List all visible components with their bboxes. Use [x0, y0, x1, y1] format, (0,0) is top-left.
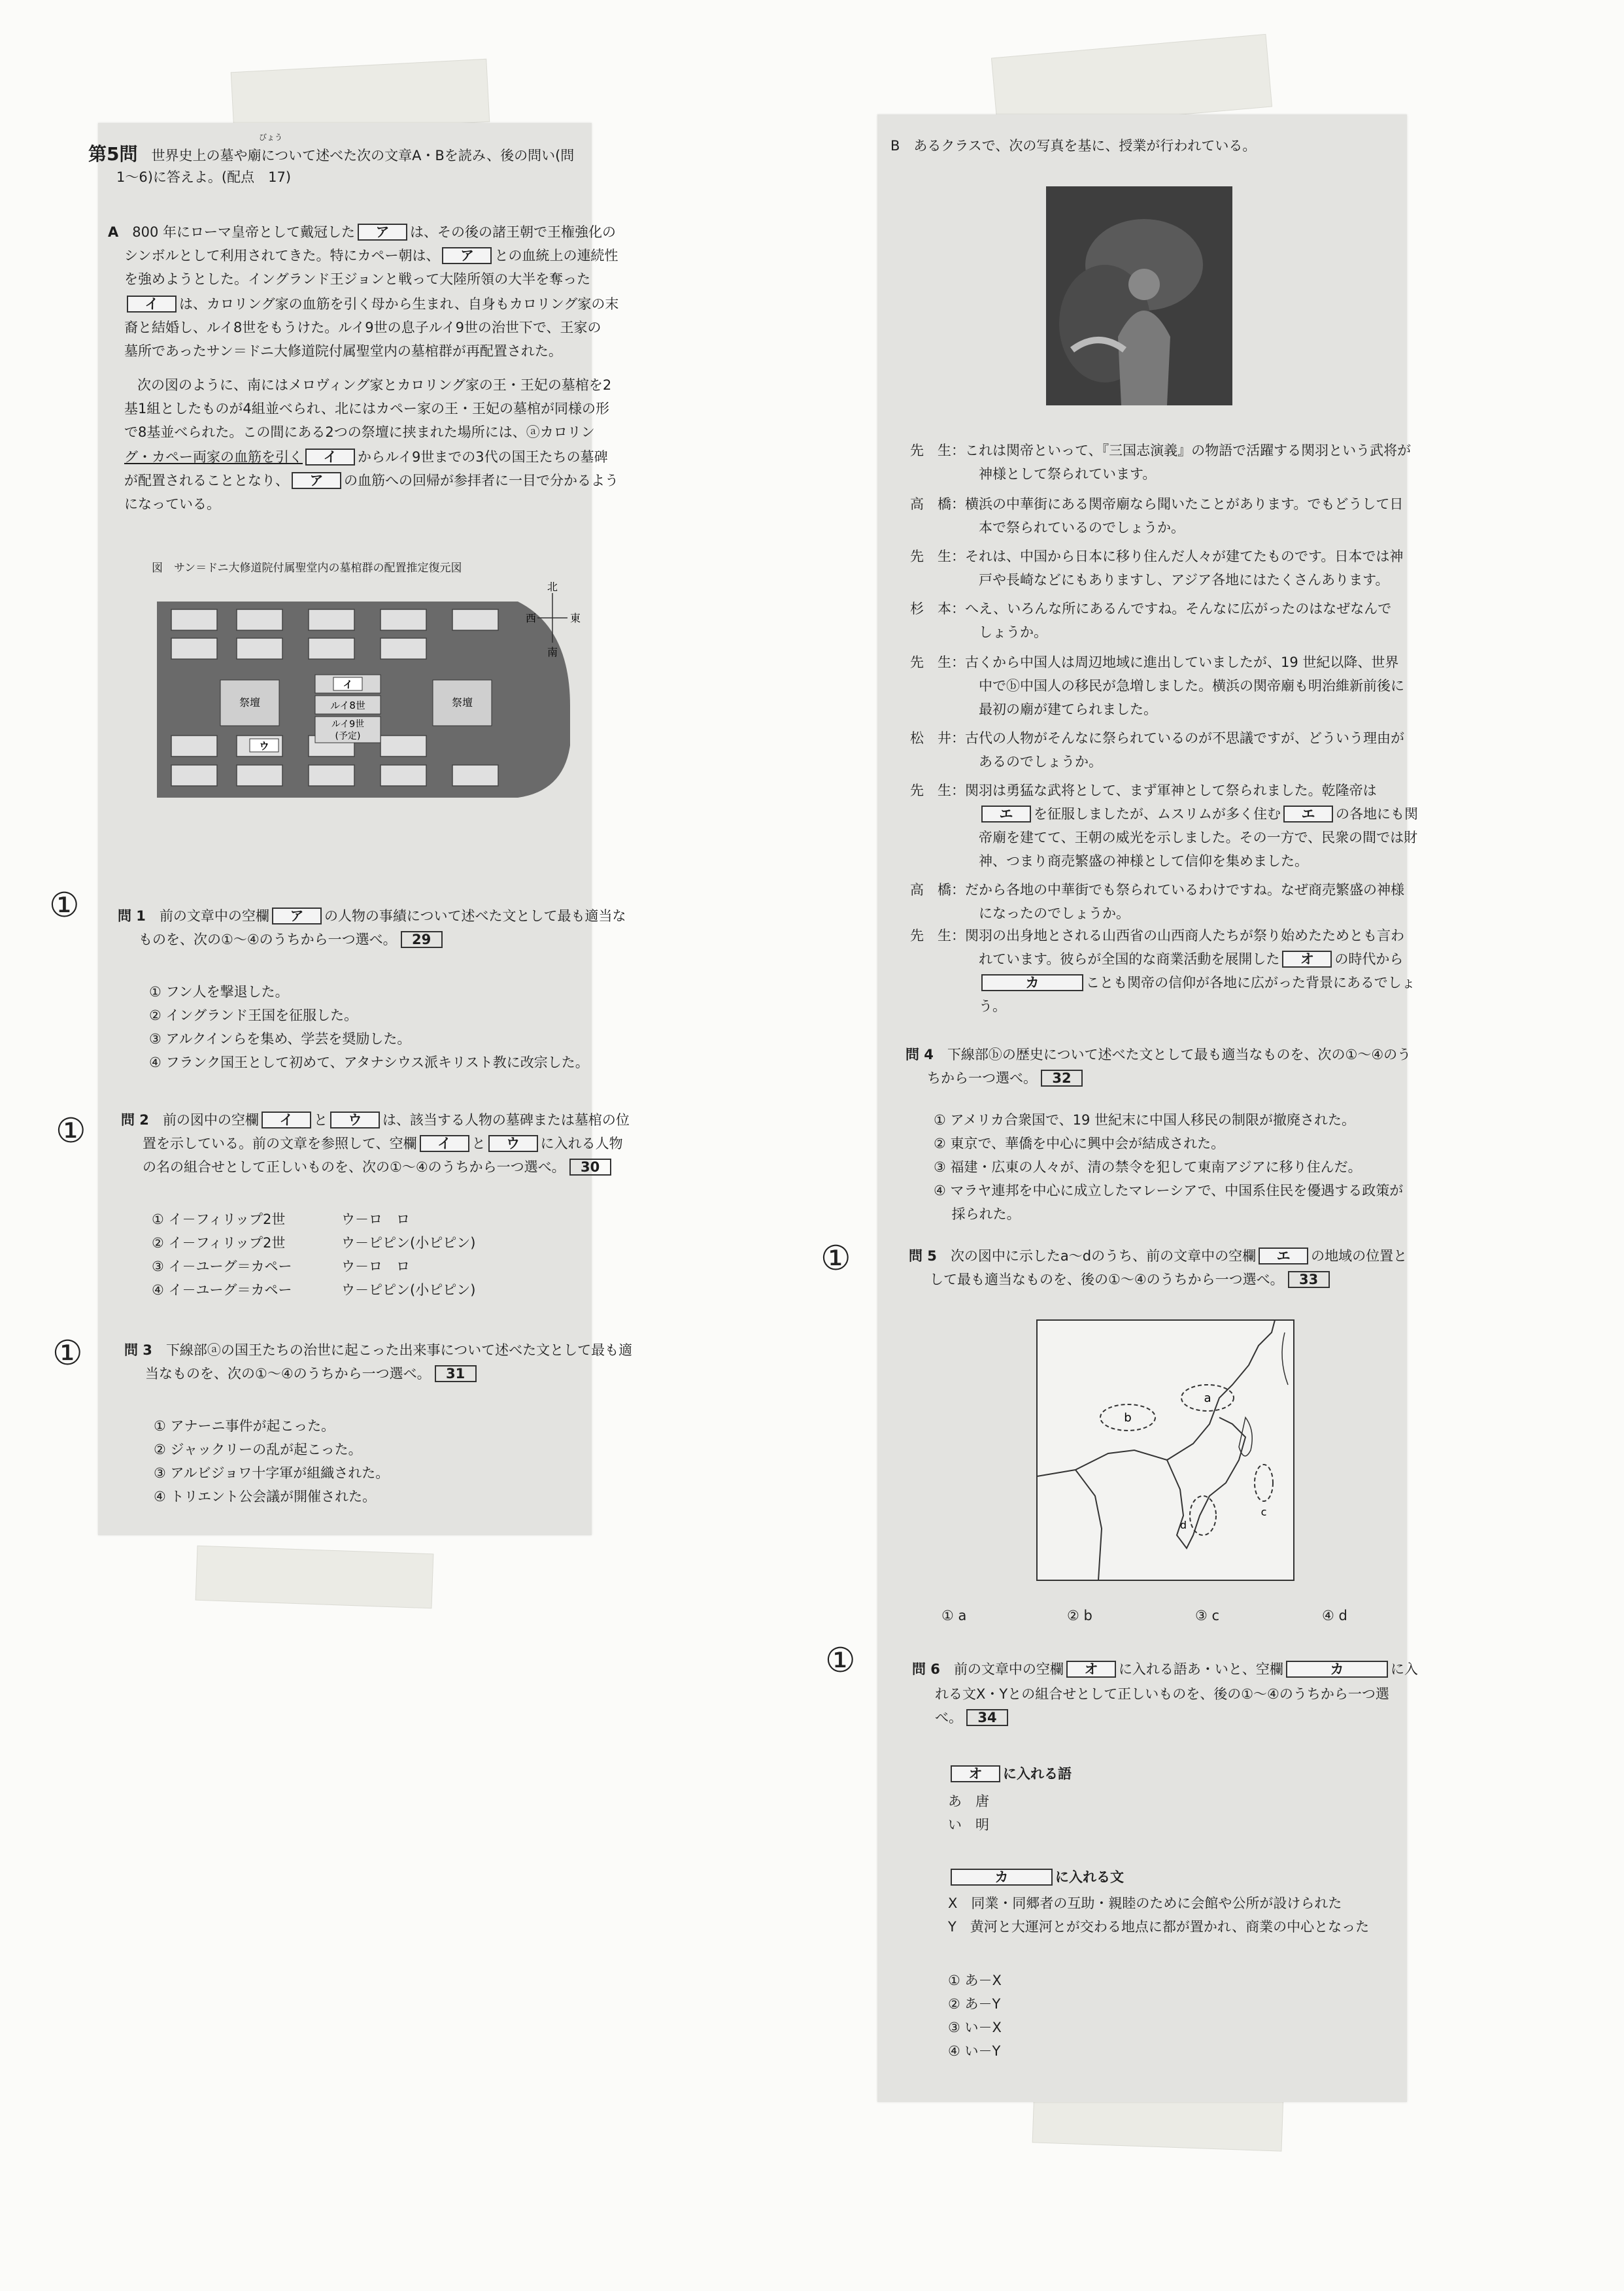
section-heading: 第5問 世界史上の墓や廟について述べた次の文章A・Bを読み、後の問い(問: [88, 143, 575, 165]
handwritten-mark: ①: [820, 1239, 851, 1278]
handwritten-mark: ①: [825, 1641, 856, 1680]
option[interactable]: ② イ－フィリップ2世 ウ－ピピン(小ピピン): [152, 1235, 476, 1251]
option[interactable]: ③ イ－ユーグ＝カペー ウ－ロ ロ: [152, 1259, 410, 1274]
church-floor-plan: [152, 575, 583, 863]
option[interactable]: ① a: [941, 1608, 967, 1623]
svg-text:c: c: [1260, 1506, 1267, 1518]
svg-text:d: d: [1179, 1519, 1187, 1531]
altar-west-label: 祭壇: [239, 696, 261, 709]
guan-yu-statue-photo: [1046, 186, 1232, 405]
svg-text:西: 西: [525, 612, 537, 624]
option[interactable]: ③ アルクインらを集め、学芸を奨励した。: [149, 1031, 411, 1047]
altar-east-label: 祭壇: [451, 696, 473, 709]
section-ruby: びょう: [259, 133, 283, 142]
option[interactable]: ① アメリカ合衆国で、19 世紀末に中国人移民の制限が撤廃された。: [934, 1112, 1356, 1128]
compass: [523, 579, 582, 664]
option[interactable]: ④ イ－ユーグ＝カペー ウ－ピピン(小ピピン): [152, 1282, 476, 1298]
option[interactable]: ④ い－Y: [948, 2043, 1001, 2059]
tomb-box-u-label: ウ: [259, 740, 269, 752]
tomb-louis9-label: ルイ9世: [331, 719, 365, 730]
svg-text:東: 東: [569, 612, 581, 624]
svg-text:南: 南: [547, 646, 558, 658]
tomb-louis8-label: ルイ8世: [330, 700, 365, 711]
option[interactable]: ① フン人を撃退した。: [149, 984, 289, 1000]
figure-caption: 図 サン＝ドニ大修道院付属聖堂内の墓棺群の配置推定復元図: [152, 562, 462, 575]
svg-text:北: 北: [547, 581, 558, 593]
handwritten-mark: ①: [56, 1112, 86, 1151]
option[interactable]: ④ トリエント公会議が開催された。: [154, 1489, 377, 1504]
option[interactable]: ① アナーニ事件が起こった。: [154, 1418, 335, 1434]
svg-text:b: b: [1124, 1411, 1132, 1425]
option[interactable]: ② b: [1067, 1608, 1092, 1623]
option[interactable]: ③ 福建・広東の人々が、清の禁令を犯して東南アジアに移り住んだ。: [934, 1159, 1362, 1175]
section-intro-line2: 1〜6)に答えよ。(配点 17): [116, 169, 292, 185]
handwritten-mark: ①: [52, 1334, 83, 1373]
option[interactable]: ① あ－X: [948, 1973, 1002, 1988]
tape: [195, 1546, 434, 1609]
option[interactable]: ① イ－フィリップ2世 ウ－ロ ロ: [152, 1212, 410, 1227]
east-asia-map: [1036, 1319, 1294, 1581]
handwritten-mark: ①: [49, 886, 80, 925]
option[interactable]: ④ d: [1322, 1608, 1347, 1623]
option[interactable]: ③ c: [1195, 1608, 1220, 1623]
option-continuation: 採られた。: [934, 1206, 1021, 1222]
option[interactable]: ② ジャックリーの乱が起こった。: [154, 1442, 362, 1457]
option[interactable]: ② イングランド王国を征服した。: [149, 1008, 358, 1023]
option[interactable]: ④ フランク国王として初めて、アタナシウス派キリスト教に改宗した。: [149, 1055, 589, 1070]
option[interactable]: ④ マラヤ連邦を中心に成立したマレーシアで、中国系住民を優遇する政策が: [934, 1183, 1404, 1198]
option[interactable]: ② 東京で、華僑を中心に興中会が結成された。: [934, 1136, 1225, 1151]
tomb-louis9-note: (予定): [335, 731, 361, 741]
option[interactable]: ② あ－Y: [948, 1996, 1001, 2012]
tomb-box-i-label: イ: [343, 679, 353, 690]
svg-text:a: a: [1204, 1391, 1211, 1405]
passage-b-intro: B あるクラスで、次の写真を基に、授業が行われている。: [890, 138, 1257, 154]
option[interactable]: ③ い－X: [948, 2020, 1002, 2035]
option[interactable]: ③ アルビジョワ十字軍が組織された。: [154, 1465, 390, 1481]
